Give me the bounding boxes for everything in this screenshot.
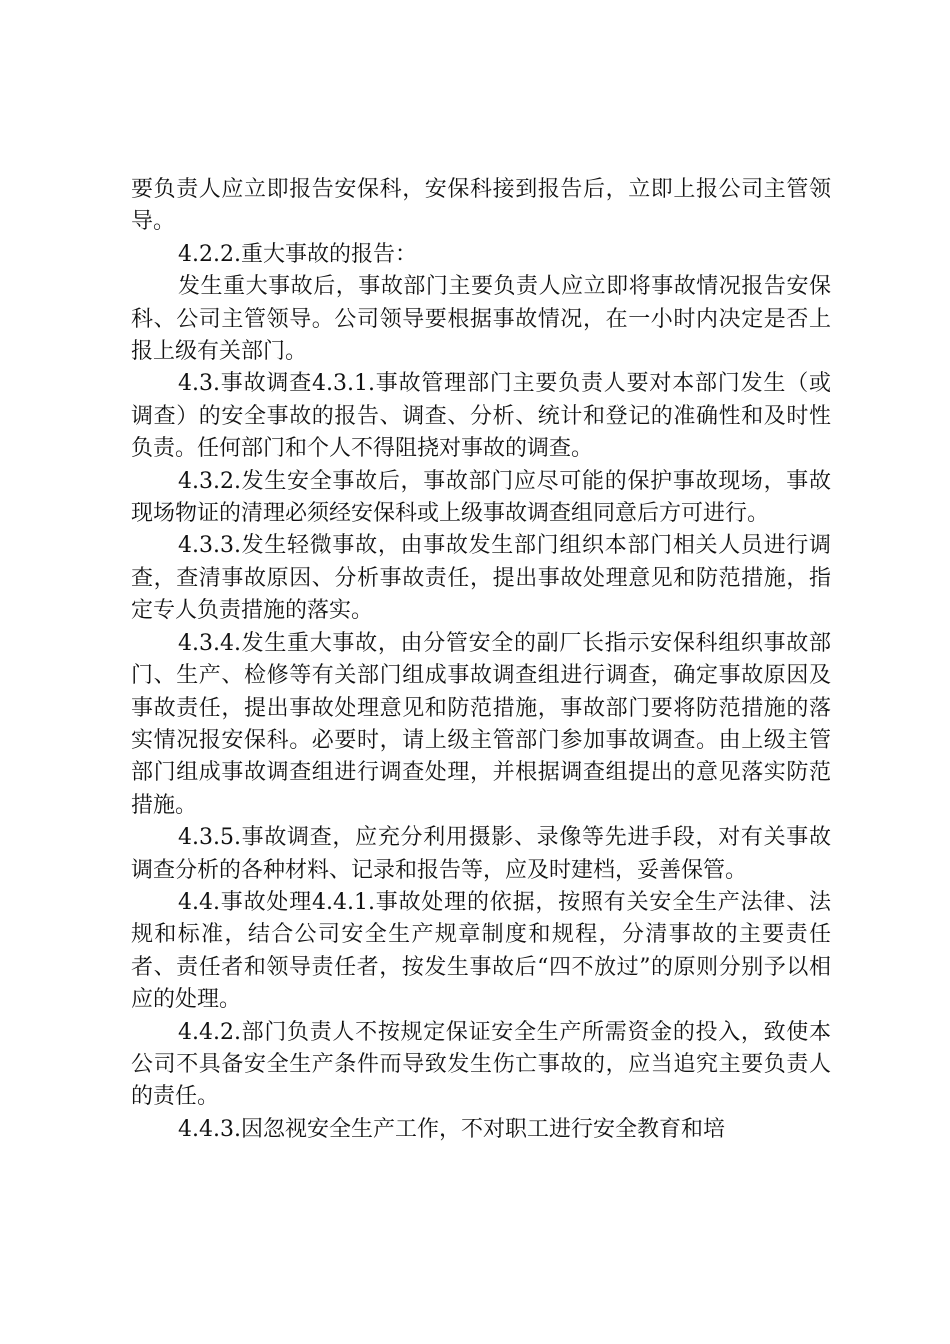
paragraph-continuation: 要负责人应立即报告安保科，安保科接到报告后，立即上报公司主管领导。 [131, 177, 831, 235]
heading-4-2-2: 4.2.2.重大事故的报告： [178, 241, 417, 267]
paragraph-4-3-5: 4.3.5.事故调查，应充分利用摄影、录像等先进手段，对有关事故调查分析的各种材料、记录和报告等，应及时建档，妥善保管。 [131, 825, 831, 883]
paragraph-4-3-3: 4.3.3.发生轻微事故，由事故发生部门组织本部门相关人员进行调查，查清事故原因、分析事故责任，提出事故处理意见和防范措施，指定专人负责措施的落实。 [131, 533, 831, 624]
paragraph-major-accident-report: 发生重大事故后，事故部门主要负责人应立即将事故情况报告安保科、公司主管领导。公司领导要根据事故情况，在一小时内决定是否上报上级有关部门。 [131, 274, 831, 365]
paragraph-4-3-2: 4.3.2.发生安全事故后，事故部门应尽可能的保护事故现场，事故现场物证的清理必须经安保科或上级事故调查组同意后方可进行。 [131, 468, 831, 527]
paragraph-4-4-3: 4.4.3.因忽视安全生产工作，不对职工进行安全教育和培 [178, 1116, 725, 1142]
paragraph-4-4-1: 4.4.事故处理4.4.1.事故处理的依据，按照有关安全生产法律、法规和标准，结合公司安全生产规章制度和规程，分清事故的主要责任者、责任者和领导责任者，按发生事故后“四不放过”的原则分别予以相应的处理。 [131, 889, 831, 1013]
paragraph-4-4-2: 4.4.2.部门负责人不按规定保证安全生产所需资金的投入，致使本公司不具备安全生产条件而导致发生伤亡事故的，应当追究主要负责人的责任。 [131, 1019, 831, 1110]
paragraph-4-3-1: 4.3.事故调查4.3.1.事故管理部门主要负责人要对本部门发生（或调查）的安全事故的报告、调查、分析、统计和登记的准确性和及时性负责。任何部门和个人不得阻挠对事故的调查。 [131, 371, 831, 462]
document-page [131, 174, 831, 1146]
paragraph-4-3-4: 4.3.4.发生重大事故，由分管安全的副厂长指示安保科组织事故部门、生产、检修等有关部门组成事故调查组进行调查，确定事故原因及事故责任，提出事故处理意见和防范措施，事故部门要将防范措施的落实情况报安保科。必要时，请上级主管部门参加事故调查。由上级主管部门组成事故调查组进行调查处理，并根据调查组提出的意见落实防范措施。 [131, 630, 831, 818]
